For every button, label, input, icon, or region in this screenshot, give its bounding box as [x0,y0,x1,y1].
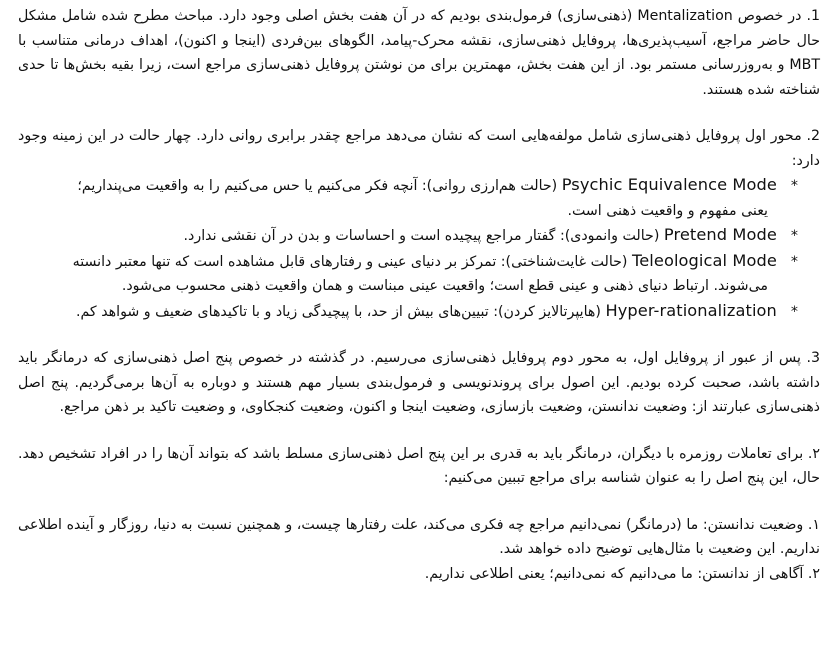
mode-hyper-rationalization [18,299,820,325]
paragraph-2: 2. محور اول پروفایل ذهنی‌سازی شامل مولفه‌هایی است که نشان می‌دهد مراجع چقدر برابری روانی دارد. چهار حالت در این زمینه وجود دارد: [18,128,820,169]
mode-pretend [18,223,820,249]
mode-psychic-equivalence [18,173,820,199]
paragraph-1: 1. در خصوص Mentalization (ذهنی‌سازی) فرمول‌بندی بودیم که در آن هفت بخش اصلی وجود دارد. مباحث مطرح شده شامل مشکل حال حاضر مراجع، آسیب‌پذیری‌ها، پروفایل ذهنی‌سازی، نقشه محرک-پیامد، الگوهای بین‌فردی (اینجا و اکنون)، اهداف درمانی متناسب با MBT و به‌روزرسانی مستمر بود. از این هفت بخش، مهمترین برای من نوشتن پروفایل ذهنی‌سازی مراجع است، زیرا بقیه بخش‌ها تا حدی شناخته شده هستند. [18,8,821,98]
mode-description: (هایپرتالایز کردن): تبیین‌های بیش از حد، با پیچیدگی زیاد و با تاکیدهای ضعیف و شواهد کم. [75,303,601,320]
bullet-star: * [790,228,798,244]
bullet-star: * [790,253,798,270]
spacer [18,491,820,513]
mode-description: (حالت وانمودی): گفتار مراجع پیچیده است و احساسات و بدن در آن نقشی ندارد. [183,228,660,244]
mode-description: (حالت هم‌ارزی روانی): آنچه فکر می‌کنیم یا حس می‌کنیم را به واقعیت می‌پنداریم؛ [77,178,558,194]
mode-continuation: می‌شوند. ارتباط دنیای ذهنی و عینی قطع است؛ واقعیت عینی مبناست و همان واقعیت ذهنی محسوب می‌شود. [121,278,768,294]
paragraph-6: ۲. آگاهی از ندانستن: ما می‌دانیم که نمی‌دانیم؛ یعنی اطلاعی نداریم. [424,565,820,582]
mode-name: Psychic Equivalence Mode [561,175,777,194]
mode-name: Hyper-rationalization [605,300,777,320]
mode-teleological [18,249,820,275]
spacer [18,102,820,124]
mode-name: Pretend Mode [663,225,777,244]
spacer [18,420,820,442]
paragraph-5: ۱. وضعیت ندانستن: ما (درمانگر) نمی‌دانیم مراجع چه فکری می‌کند، علت رفتارها چیست، و همچنین نسبت به دنیا، روزگار و آینده اطلاعی نداریم. این وضعیت با مثال‌هایی توضیح داده خواهد شد. [18,516,820,557]
paragraph-3: 3. پس از عبور از پروفایل اول، به محور دوم پروفایل ذهنی‌سازی می‌رسیم. در گذشته در خصوص پنج اصل ذهنی‌سازی که درمانگر باید داشته باشد، صحبت کرده بودیم. این اصول برای پروندنویسی و فرمول‌بندی بسیار مهم هستند و دوباره به آن‌ها برمی‌گردیم. پنج اصل ذهنی‌سازی عبارتند از: وضعیت ندانستن، وضعیت بازسازی، وضعیت اینجا و اکنون، وضعیت کنجکاوی، و وضعیت تاکید بر ذهن مراجع. [18,350,820,415]
mode-name: Teleological Mode [632,250,777,270]
mode-continuation: یعنی مفهوم و واقعیت ذهنی است. [567,202,768,219]
paragraph-4: ۲. برای تعاملات روزمره با دیگران، درمانگر باید به قدری بر این پنج اصل ذهنی‌سازی مسلط باشد که بتواند آن‌ها را در افراد تشخیص دهد. حال، این پنج اصل را به عنوان شناسه برای مراجع تببین می‌کنیم: [18,445,820,486]
spacer [18,324,820,346]
document-body [18,4,820,586]
mode-description: (حالت غایت‌شناختی): تمرکز بر دنیای عینی و رفتارهای قابل مشاهده است که تنها معتبر دانسته [72,253,628,270]
bullet-star: * [790,178,798,194]
bullet-star: * [790,303,798,320]
